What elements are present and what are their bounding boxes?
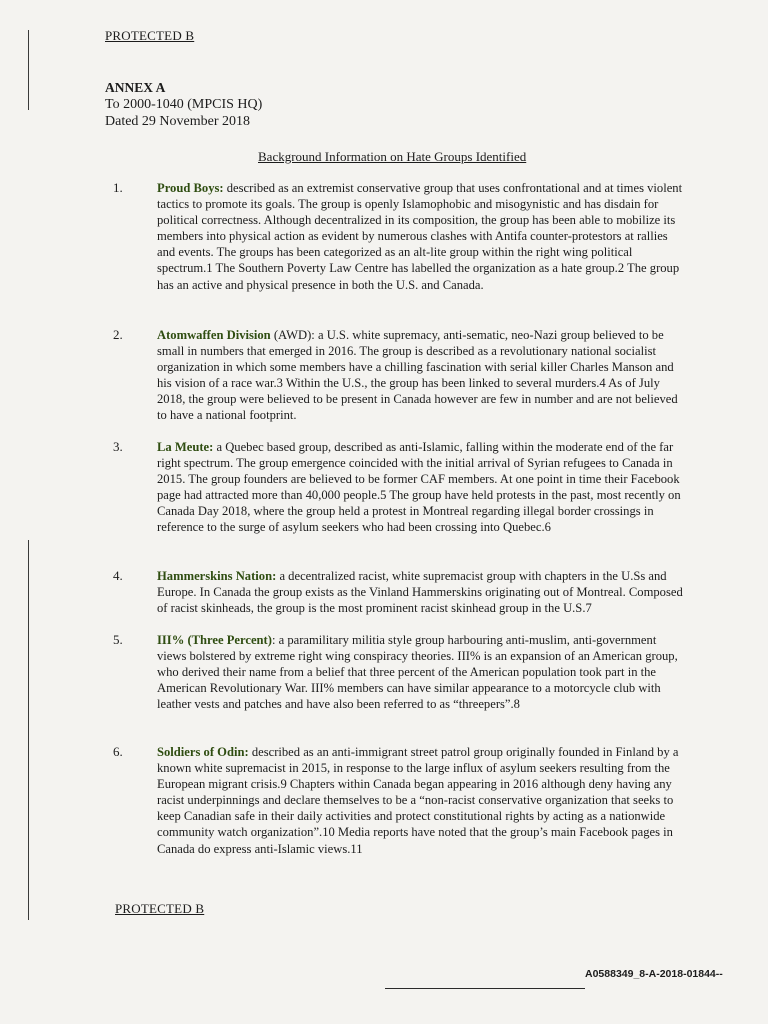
group-name: La Meute:: [157, 440, 214, 454]
left-margin-mark: [28, 30, 29, 110]
group-description: described as an anti-immigrant street patrol group originally founded in Finland by a known white supremacist in 2015, in response to the large influx of asylum seekers resulting from the European migrant crisis.9 Chapters within Canada began appearing in 2016 although deny having any racist underpinnings and declare themselves to be a “non-racist conservative organization that seeks to keep Canadian safe in their daily activities and protect constitutional rights by acting as a nationwide community watch organization”.10 Media reports have noted that the group’s main Facebook pages in Canada do express anti-Islamic views.11: [157, 745, 679, 856]
left-margin-mark: [28, 540, 29, 920]
group-name: Atomwaffen Division: [157, 328, 271, 342]
item-body: [157, 632, 687, 712]
classification-footer: PROTECTED B: [115, 901, 205, 916]
item-number: 5.: [113, 632, 123, 647]
item-body: [157, 568, 687, 616]
item-number: 3.: [113, 439, 123, 454]
group-name: Hammerskins Nation:: [157, 569, 277, 583]
annex-title: ANNEX A: [105, 80, 166, 95]
group-description: (AWD): a U.S. white supremacy, anti-sematic, neo-Nazi group believed to be small in numbers that emerged in 2016. The group is described as a revolutionary national socialist organization in which some members have a chilling fascination with serial killer Charles Manson and his vision of a race war.3 Within the U.S., the group has been linked to several murders.4 As of July 2018, the group were believed to be present in Canada however are few in number and are not believed to have a national footprint.: [157, 328, 678, 423]
group-name: Proud Boys:: [157, 181, 224, 195]
item-body: [157, 180, 687, 293]
item-number: 2.: [113, 327, 123, 342]
annex-to: To 2000-1040 (MPCIS HQ): [105, 97, 263, 112]
item-number: 4.: [113, 568, 123, 583]
group-description: described as an extremist conservative group that uses confrontational and at times violent tactics to promote its goals. The group is openly Islamophobic and misogynistic and has disdain for political correctness. Although decentralized in its composition, the group has been able to mobilize its members into physical action as evident by numerous clashes with Antifa counter-protestors at rallies and events. The groups has been categorized as an alt-lite group within the right wing political spectrum.1 The Southern Poverty Law Centre has labelled the organization as a hate group.2 The group has an active and physical presence in both the U.S. and Canada.: [157, 181, 683, 292]
item-body: [157, 439, 687, 536]
document-title: Background Information on Hate Groups Identified: [258, 149, 527, 164]
item-body: [157, 327, 687, 424]
group-name: Soldiers of Odin:: [157, 745, 249, 759]
group-description: : a paramilitary militia style group harbouring anti-muslim, anti-government views bolstered by extreme right wing conspiracy theories. III% is an expansion of an American group, who derived their name from a belief that three percent of the American population took part in the American Revolutionary War. III% members can have similar appearance to a motorcycle club with leather vests and patches and have also been referred to as “threepers”.8: [157, 633, 678, 712]
group-name: III% (Three Percent): [157, 633, 272, 647]
group-description: a Quebec based group, described as anti-Islamic, falling within the moderate end of the far right spectrum. The group emergence coincided with the initial arrival of Syrian refugees to Canada in 2015. The group founders are believed to be former CAF members. At one point in time their Facebook page had attracted more than 40,000 people.5 The group have held protests in the past, most recently on Canada Day 2018, where the group held a protest in Montreal regarding illegal border crossings in reference to the surge of asylum seekers who had been crossing into Quebec.6: [157, 440, 681, 535]
item-number: 1.: [113, 180, 123, 195]
item-body: [157, 744, 687, 857]
document-code: A0588349_8-A-2018-01844--: [585, 968, 723, 980]
group-description: a decentralized racist, white supremacist group with chapters in the U.Ss and Europe. In Canada the group exists as the Vinland Hammerskins originating out of Montreal. Composed of racist skinheads, the group is the most prominent racist skinhead group in the U.S.7: [157, 569, 683, 616]
classification-header: PROTECTED B: [105, 28, 195, 43]
item-number: 6.: [113, 744, 123, 759]
signature-line: [385, 988, 585, 989]
annex-dated: Dated 29 November 2018: [105, 114, 251, 129]
